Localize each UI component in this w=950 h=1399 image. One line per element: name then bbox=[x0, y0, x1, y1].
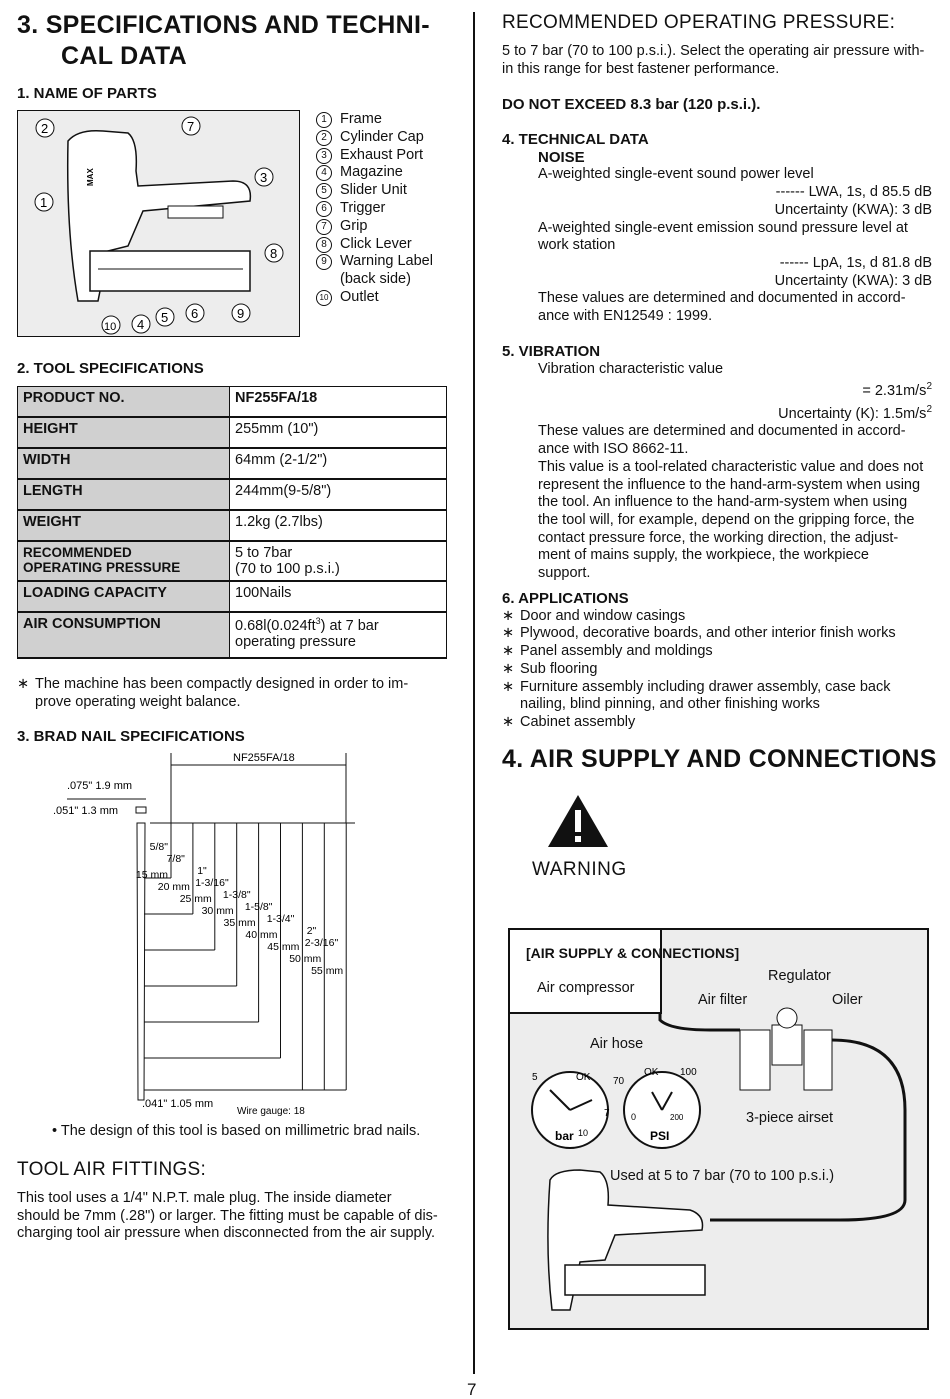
warning-triangle-icon bbox=[546, 793, 610, 849]
technical-heading: 4. TECHNICAL DATA bbox=[502, 131, 649, 148]
nail-length-inch: 7/8" bbox=[166, 853, 185, 865]
spec-key: WIDTH bbox=[18, 448, 230, 479]
svg-text:PSI: PSI bbox=[650, 1129, 670, 1143]
applications-heading: 6. APPLICATIONS bbox=[502, 590, 629, 607]
vibration: 5. VIBRATION Vibration characteristic value = $2.31m/s^2$ Uncertainty (K): $1.5m/s^2$ These values are determined and documented in accord- ance with ISO 8662-11. This value is a tool-related characteristic value and does not represent the influence to the hand-arm-system when using the tool. An influence to the hand-arm-system when using the tool will, for example, depend on the gripping force, the contact pressure force, the working direction, the adjust- ment of mains supply, the workpiece, the workpiece support. bbox=[502, 343, 932, 582]
part-number: 1 bbox=[316, 112, 332, 128]
noise-heading: NOISE bbox=[538, 148, 585, 166]
section-title-line1: 3. SPECIFICATIONS AND TECHNI- bbox=[17, 11, 430, 39]
tool-specs-heading: 2. TOOL SPECIFICATIONS bbox=[17, 360, 204, 377]
fittings-heading: TOOL AIR FITTINGS: bbox=[17, 1159, 207, 1180]
note-item: ∗ The machine has been compactly designed in order to im- prove operating weight balance. bbox=[17, 676, 447, 711]
nail-length-mm: 15 mm bbox=[135, 869, 168, 881]
part-label: Trigger bbox=[340, 199, 386, 216]
spec-value: 1.2kg (2.7lbs) bbox=[230, 510, 447, 541]
svg-text:5: 5 bbox=[532, 1072, 538, 1083]
applications bbox=[502, 590, 932, 732]
spec-value: 244mm(9-5/8") bbox=[230, 479, 447, 510]
wire-diameter-label: .041" 1.05 mm bbox=[142, 1098, 214, 1110]
nail-length-inch: 1" bbox=[197, 865, 207, 877]
name-of-parts-heading: 1. NAME OF PARTS bbox=[17, 85, 157, 102]
air-compressor-label: Air compressor bbox=[537, 980, 635, 996]
tool-specs-table bbox=[17, 386, 447, 659]
brand-mark: MAX bbox=[86, 168, 95, 186]
lwa-value: ------ LWA, 1s, d 85.5 dB bbox=[775, 184, 932, 201]
svg-text:bar: bar bbox=[555, 1129, 574, 1143]
brad-nail-heading: 3. BRAD NAIL SPECIFICATIONS bbox=[17, 728, 245, 745]
diagram-title: [AIR SUPPLY & CONNECTIONS] bbox=[526, 945, 740, 961]
part-item bbox=[316, 218, 433, 236]
section4-title: 4. AIR SUPPLY AND CONNECTIONS bbox=[502, 745, 937, 773]
part-number: 4 bbox=[316, 165, 332, 181]
nailer-illustration bbox=[548, 1170, 705, 1310]
nail-length-inch: 2-3/16" bbox=[304, 937, 339, 949]
lpa-value: ------ LpA, 1s, d 81.8 dB bbox=[779, 254, 932, 271]
pressure-heading: RECOMMENDED OPERATING PRESSURE: bbox=[502, 12, 896, 33]
part-label: Warning Label bbox=[340, 253, 433, 270]
spec-key: LENGTH bbox=[18, 479, 230, 510]
part-label: Exhaust Port bbox=[340, 146, 424, 163]
nail-length-mm: 50 mm bbox=[289, 953, 322, 965]
used-at-label: Used at 5 to 7 bar (70 to 100 p.s.i.) bbox=[610, 1168, 835, 1184]
brad-nail-note: • The design of this tool is based on millimetric brad nails. bbox=[52, 1123, 421, 1139]
callout-5: 5 bbox=[161, 310, 169, 325]
table-row bbox=[18, 448, 447, 479]
nail-length-mm: 40 mm bbox=[245, 929, 278, 941]
part-label: Frame bbox=[340, 111, 382, 127]
part-label: Outlet bbox=[340, 288, 379, 305]
oiler bbox=[804, 1030, 832, 1090]
nail-length-inch: 5/8" bbox=[149, 841, 168, 853]
table-row bbox=[18, 581, 447, 612]
nail-length-mm: 35 mm bbox=[223, 917, 256, 929]
nail-length-mm: 25 mm bbox=[179, 893, 212, 905]
nail-length-mm: 30 mm bbox=[201, 905, 234, 917]
regulator-label: Regulator bbox=[768, 968, 831, 984]
column-divider bbox=[473, 12, 475, 1374]
table-row bbox=[18, 510, 447, 541]
air-filter bbox=[740, 1030, 770, 1090]
nailer-illustration bbox=[18, 111, 299, 336]
spec-value: $0.68l(0.024ft^3)$ at 7 bar operating pressure bbox=[230, 612, 447, 658]
callout-7: 7 bbox=[187, 119, 195, 134]
spec-key: WEIGHT bbox=[18, 510, 230, 541]
air-hose-label: Air hose bbox=[590, 1036, 644, 1052]
spec-value: 64mm (2-1/2") bbox=[230, 448, 447, 479]
technical-data: 4. TECHNICAL DATA NOISE A-weighted single-event sound power level ------ LWA, 1s, d 85.5 dB Uncertainty (KWA): 3 dB A-weighted single-event emission sound pressure level at work station ------ LpA, 1s, d 81.8 dB Uncertainty (KWA): 3 dB These values are determined and documented in accord- ance with EN12549 : 1999. bbox=[502, 131, 932, 325]
nail-length-mm: 55 mm bbox=[311, 965, 344, 977]
table-row bbox=[18, 541, 447, 581]
callout-2: 2 bbox=[41, 121, 49, 136]
pressure-text: 5 to 7 bar (70 to 100 p.s.i.). Select the operating air pressure with- in this range for best fastener performance. bbox=[502, 43, 925, 77]
warning-label: WARNING bbox=[532, 859, 627, 880]
section-title-line2: CAL DATA bbox=[61, 42, 187, 70]
spec-value: 255mm (10") bbox=[230, 417, 447, 448]
svg-text:200: 200 bbox=[670, 1113, 684, 1122]
page-number: 7 bbox=[467, 1380, 477, 1399]
pressure-warning: DO NOT EXCEED 8.3 bar (120 p.s.i.). bbox=[502, 96, 761, 113]
part-number: 10 bbox=[316, 290, 332, 306]
spec-key: AIR CONSUMPTION bbox=[18, 612, 230, 658]
spec-value: NF255FA/18 bbox=[230, 387, 447, 418]
part-label: Click Lever bbox=[340, 235, 412, 252]
part-label: Cylinder Cap bbox=[340, 128, 424, 145]
list-item: ∗ Panel assembly and moldings bbox=[502, 643, 932, 661]
svg-text:10: 10 bbox=[578, 1128, 589, 1138]
part-item bbox=[316, 111, 433, 129]
part-label: Magazine bbox=[340, 164, 403, 181]
nail-length-inch: 1-5/8" bbox=[244, 901, 273, 913]
nail-length-inch: 2" bbox=[306, 925, 317, 937]
air-supply-illustration bbox=[510, 930, 927, 1328]
spec-note bbox=[17, 676, 447, 711]
part-number: 8 bbox=[316, 237, 332, 253]
part-number: 7 bbox=[316, 219, 332, 235]
callout-6: 6 bbox=[191, 306, 199, 321]
nail-length-mm: 20 mm bbox=[157, 881, 190, 893]
oiler-label: Oiler bbox=[832, 992, 863, 1008]
part-item: 9 Warning Label bbox=[316, 253, 433, 271]
list-item: ∗ Furniture assembly including drawer assembly, case back nailing, blind pinning, and other finishing works bbox=[502, 679, 932, 714]
section-title bbox=[17, 10, 430, 72]
pressure-gauge-psi bbox=[613, 1067, 700, 1148]
vibration-heading: 5. VIBRATION bbox=[502, 343, 601, 360]
air-supply-diagram bbox=[508, 928, 929, 1330]
callout-3: 3 bbox=[260, 170, 268, 185]
table-row bbox=[18, 387, 447, 418]
pressure-gauge-bar bbox=[532, 1072, 610, 1148]
regulator bbox=[772, 1025, 802, 1065]
part-item bbox=[316, 129, 433, 147]
callout-1: 1 bbox=[40, 195, 48, 210]
callout-9: 9 bbox=[237, 306, 245, 321]
air-filter-label: Air filter bbox=[698, 992, 748, 1008]
part-item bbox=[316, 200, 433, 218]
part-label: Slider Unit bbox=[340, 182, 407, 199]
svg-text:0: 0 bbox=[631, 1112, 637, 1122]
nail-length-marks bbox=[136, 823, 346, 1090]
list-item: ∗ Door and window casings bbox=[502, 608, 932, 626]
svg-text:7: 7 bbox=[604, 1108, 610, 1119]
part-item bbox=[316, 289, 433, 307]
svg-text:OK: OK bbox=[576, 1072, 591, 1083]
table-row bbox=[18, 417, 447, 448]
spec-value: 100Nails bbox=[230, 581, 447, 612]
list-item: ∗ Sub flooring bbox=[502, 661, 932, 679]
part-item bbox=[316, 236, 433, 254]
table-row bbox=[18, 479, 447, 510]
part-item bbox=[316, 164, 433, 182]
list-item: ∗ Cabinet assembly bbox=[502, 714, 932, 732]
head-thickness-label: .051" 1.3 mm bbox=[53, 805, 119, 817]
part-label: Grip bbox=[340, 217, 368, 234]
vibration-value: = 2.31m/s bbox=[862, 383, 927, 400]
nail-length-inch: 1-3/8" bbox=[222, 889, 251, 901]
part-number: 2 bbox=[316, 130, 332, 146]
applications-list bbox=[502, 608, 932, 732]
brad-nail-diagram bbox=[40, 745, 380, 1120]
part-item bbox=[316, 182, 433, 200]
nail-length-inch: 1-3/16" bbox=[195, 877, 229, 889]
spec-key: PRODUCT NO. bbox=[18, 387, 230, 418]
nail-model: NF255FA/18 bbox=[233, 752, 295, 764]
parts-list bbox=[316, 111, 433, 307]
list-item: ∗ Plywood, decorative boards, and other interior finish works bbox=[502, 625, 932, 643]
spec-key: HEIGHT bbox=[18, 417, 230, 448]
airset-label: 3-piece airset bbox=[746, 1110, 834, 1126]
callout-4: 4 bbox=[137, 317, 145, 332]
wire-gauge-label: Wire gauge: 18 bbox=[237, 1106, 305, 1117]
callout-8: 8 bbox=[270, 246, 278, 261]
svg-text:OK: OK bbox=[644, 1067, 659, 1078]
table-row bbox=[18, 612, 447, 658]
spec-key: LOADING CAPACITY bbox=[18, 581, 230, 612]
svg-text:100: 100 bbox=[680, 1067, 697, 1078]
part-item-cont: (back side) bbox=[340, 271, 411, 288]
spec-key: RECOMMENDED OPERATING PRESSURE bbox=[18, 541, 230, 581]
head-width-label: .075" 1.9 mm bbox=[67, 780, 133, 792]
part-number: 5 bbox=[316, 183, 332, 199]
fittings-text: This tool uses a 1/4" N.P.T. male plug. The inside diameter should be 7mm (.28") or larger. The fitting must be capable of dis- charging tool air pressure when disconnected from the air supply. bbox=[17, 1190, 438, 1242]
nail-length-inch: 1-3/4" bbox=[266, 913, 295, 925]
parts-figure bbox=[17, 110, 300, 337]
nail-length-mm: 45 mm bbox=[267, 941, 300, 953]
part-number: 6 bbox=[316, 201, 332, 217]
svg-text:70: 70 bbox=[613, 1076, 625, 1087]
part-item bbox=[316, 147, 433, 165]
part-number: 3 bbox=[316, 148, 332, 164]
spec-value: 5 to 7bar (70 to 100 p.s.i.) bbox=[230, 541, 447, 581]
callout-10: 10 bbox=[104, 321, 117, 333]
